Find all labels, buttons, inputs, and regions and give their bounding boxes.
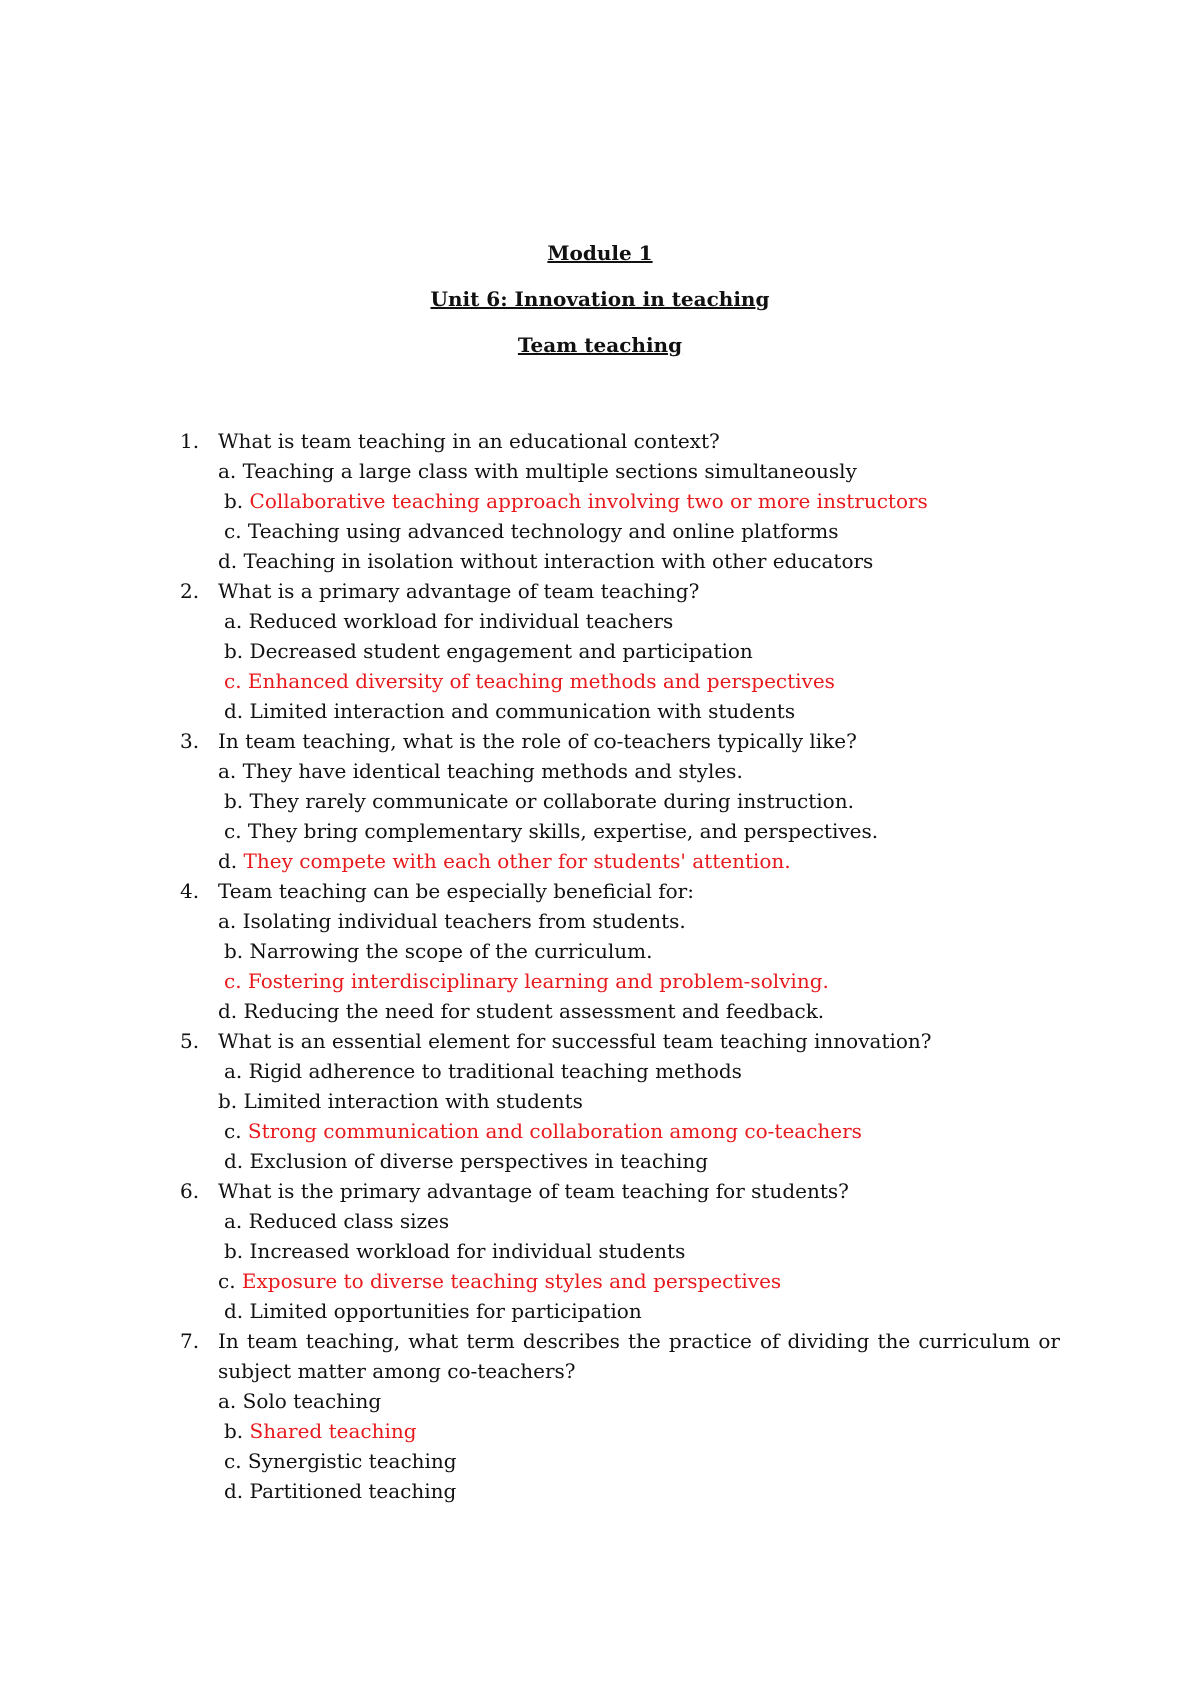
answer-option xyxy=(224,1056,1066,1086)
answer-option-correct xyxy=(224,966,1066,996)
option-letter: a. xyxy=(224,609,249,633)
option-letter: d. xyxy=(218,999,244,1023)
option-text: Teaching a large class with multiple sections simultaneously xyxy=(242,459,857,483)
answer-option xyxy=(218,546,1060,576)
answer-option xyxy=(224,1476,1066,1506)
answer-option xyxy=(224,1206,1066,1236)
question-item xyxy=(0,1326,1200,1506)
question-item xyxy=(0,876,1200,1026)
option-letter: c. xyxy=(224,669,248,693)
question-text: In team teaching, what is the role of co-teachers typically like? xyxy=(218,729,857,753)
option-letter: b. xyxy=(224,639,250,663)
option-letter: a. xyxy=(218,759,243,783)
option-text: They have identical teaching methods and styles. xyxy=(242,759,743,783)
question-text: Team teaching can be especially beneficial for: xyxy=(218,879,694,903)
option-text: They compete with each other for students' attention. xyxy=(243,849,791,873)
answer-option-correct xyxy=(224,1416,1066,1446)
question-text: What is team teaching in an educational context? xyxy=(218,429,720,453)
question-number: 5. xyxy=(180,1029,200,1053)
answer-option xyxy=(224,1296,1066,1326)
option-letter: c. xyxy=(224,519,248,543)
answer-option xyxy=(224,516,1066,546)
option-letter: d. xyxy=(224,1149,250,1173)
option-letter: c. xyxy=(224,969,248,993)
topic-heading: Team teaching xyxy=(517,333,683,357)
option-text: Limited opportunities for participation xyxy=(249,1299,642,1323)
question-number: 1. xyxy=(180,429,200,453)
question-item xyxy=(0,726,1200,876)
answer-option xyxy=(224,1236,1066,1266)
option-text: Fostering interdisciplinary learning and problem-solving. xyxy=(247,969,829,993)
option-letter: d. xyxy=(218,549,244,573)
option-letter: c. xyxy=(224,819,248,843)
question-text: What is an essential element for successful team teaching innovation? xyxy=(218,1029,932,1053)
option-letter: a. xyxy=(218,1389,243,1413)
option-letter: b. xyxy=(224,1239,250,1263)
answer-option-correct xyxy=(218,1266,1060,1296)
answer-option xyxy=(224,696,1066,726)
answer-option xyxy=(218,906,1060,936)
option-text: Exclusion of diverse perspectives in teaching xyxy=(249,1149,709,1173)
answer-option xyxy=(218,1086,1060,1116)
question-text: In team teaching, what term describes the practice of dividing the curriculum or subject matter among co-teachers? xyxy=(218,1329,1060,1383)
option-text: Increased workload for individual students xyxy=(249,1239,686,1263)
answer-option xyxy=(224,786,1066,816)
answer-option xyxy=(224,816,1066,846)
option-letter: d. xyxy=(224,699,250,723)
answer-option-correct xyxy=(224,1116,1066,1146)
question-item xyxy=(0,1026,1200,1176)
option-letter: a. xyxy=(218,909,243,933)
option-text: Synergistic teaching xyxy=(247,1449,457,1473)
option-text: Limited interaction and communication with students xyxy=(249,699,796,723)
option-text: Isolating individual teachers from students. xyxy=(242,909,686,933)
option-letter: a. xyxy=(224,1059,249,1083)
option-text: Reduced class sizes xyxy=(248,1209,450,1233)
option-text: Narrowing the scope of the curriculum. xyxy=(249,939,653,963)
question-item xyxy=(0,426,1200,576)
option-text: They bring complementary skills, expertise, and perspectives. xyxy=(247,819,879,843)
question-number: 3. xyxy=(180,729,200,753)
question-number: 6. xyxy=(180,1179,200,1203)
option-letter: c. xyxy=(224,1449,248,1473)
answer-option-correct xyxy=(224,486,1066,516)
question-number: 4. xyxy=(180,879,200,903)
answer-option xyxy=(224,636,1066,666)
module-heading: Module 1 xyxy=(547,241,653,265)
option-text: Limited interaction with students xyxy=(243,1089,583,1113)
option-text: Partitioned teaching xyxy=(249,1479,457,1503)
option-text: Teaching using advanced technology and online platforms xyxy=(247,519,839,543)
answer-option xyxy=(218,996,1060,1026)
option-text: Reduced workload for individual teachers xyxy=(248,609,674,633)
answer-option-correct xyxy=(224,666,1066,696)
option-letter: b. xyxy=(224,1419,250,1443)
option-letter: c. xyxy=(224,1119,248,1143)
question-number: 2. xyxy=(180,579,200,603)
option-letter: a. xyxy=(218,459,243,483)
question-list xyxy=(0,426,1200,1506)
option-text: Reducing the need for student assessment and feedback. xyxy=(243,999,825,1023)
option-text: Exposure to diverse teaching styles and perspectives xyxy=(241,1269,782,1293)
option-letter: c. xyxy=(218,1269,242,1293)
option-text: Shared teaching xyxy=(249,1419,417,1443)
option-text: Enhanced diversity of teaching methods and perspectives xyxy=(247,669,835,693)
question-number: 7. xyxy=(180,1329,200,1353)
option-letter: d. xyxy=(224,1299,250,1323)
answer-option xyxy=(224,1446,1066,1476)
option-letter: d. xyxy=(218,849,244,873)
option-text: Rigid adherence to traditional teaching methods xyxy=(248,1059,742,1083)
option-letter: b. xyxy=(218,1089,244,1113)
option-text: Strong communication and collaboration among co-teachers xyxy=(247,1119,862,1143)
option-letter: b. xyxy=(224,939,250,963)
answer-option-correct xyxy=(218,846,1060,876)
answer-option xyxy=(218,1386,1060,1416)
answer-option xyxy=(224,1146,1066,1176)
answer-option xyxy=(218,456,1060,486)
option-text: Solo teaching xyxy=(242,1389,382,1413)
option-text: Collaborative teaching approach involving two or more instructors xyxy=(249,489,928,513)
answer-option xyxy=(224,606,1066,636)
answer-option xyxy=(224,936,1066,966)
option-text: Decreased student engagement and participation xyxy=(249,639,753,663)
option-letter: b. xyxy=(224,489,250,513)
question-item xyxy=(0,1176,1200,1326)
option-letter: d. xyxy=(224,1479,250,1503)
option-text: Teaching in isolation without interaction with other educators xyxy=(243,549,874,573)
option-letter: a. xyxy=(224,1209,249,1233)
option-text: They rarely communicate or collaborate during instruction. xyxy=(249,789,854,813)
answer-option xyxy=(218,756,1060,786)
option-letter: b. xyxy=(224,789,250,813)
unit-heading: Unit 6: Innovation in teaching xyxy=(430,287,770,311)
question-item xyxy=(0,576,1200,726)
question-text: What is a primary advantage of team teaching? xyxy=(218,579,700,603)
question-text: What is the primary advantage of team teaching for students? xyxy=(218,1179,849,1203)
